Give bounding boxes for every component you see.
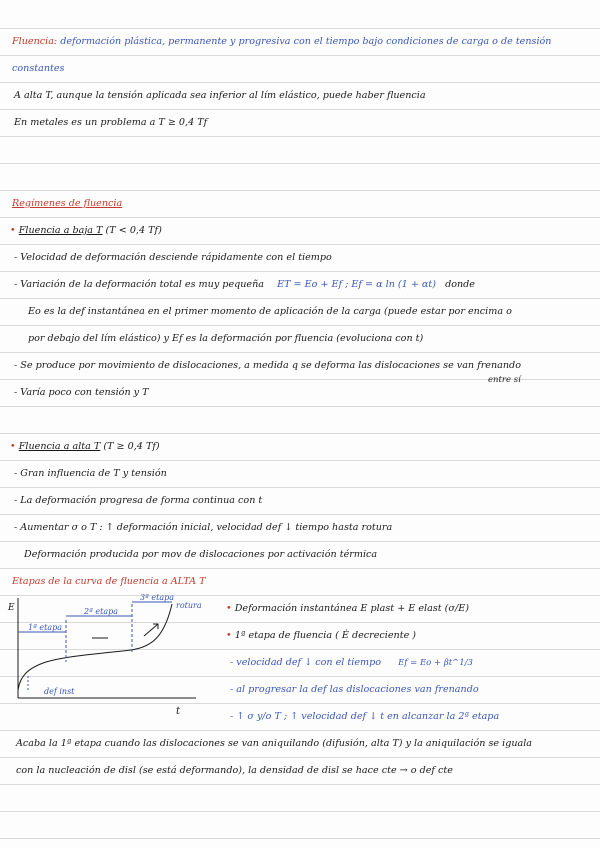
- low-temp-explanation-cont: por debajo del lím elástico) y Ef es la deformación por fluencia (evoluciona con t): [28, 333, 424, 344]
- fluencia-definition-cont: constantes: [12, 63, 65, 74]
- creep-curve: [18, 604, 172, 690]
- regimes-title: Regímenes de fluencia: [12, 198, 123, 209]
- low-temp-item: - Variación de la deformación total es muy pequeña: [14, 279, 265, 290]
- high-temp-item: - Gran influencia de T y tensión: [14, 468, 167, 479]
- stage1-label: 1ª etapa: [28, 623, 63, 632]
- low-temp-explanation: Eo es la def instantánea en el primer momento de aplicación de la carga (puede estar por encima o: [28, 306, 512, 317]
- low-temp-heading: Fluencia a baja T: [18, 225, 103, 236]
- formula-tail: donde: [445, 279, 475, 290]
- high-temp-heading-line: [10, 441, 160, 452]
- low-temp-item: - Se produce por movimiento de dislocaciones, a medida q se deforma las dislocaciones se van frenando: [14, 360, 521, 371]
- intro-line-high-temp: A alta T, aunque la tensión aplicada sea inferior al lím elástico, puede haber fluencia: [14, 90, 426, 101]
- rotura-label: rotura: [176, 601, 202, 610]
- fluencia-definition: deformación plástica, permanente y progresiva con el tiempo bajo condiciones de carga o de tensión: [60, 36, 552, 47]
- stage-note-line: [226, 630, 416, 641]
- creep-log-formula: ET = Eo + Ef ; Ef = α ln (1 + αt): [277, 279, 436, 290]
- stage3-label: 3ª etapa: [140, 593, 175, 602]
- low-temp-heading-line: [10, 225, 162, 236]
- blue-note: - al progresar la def las dislocaciones van frenando: [230, 684, 479, 695]
- stage1-note: 1ª etapa de fluencia ( Ė decreciente ): [234, 630, 417, 641]
- x-axis-label: t: [176, 706, 181, 717]
- low-temp-item: - Velocidad de deformación desciende rápidamente con el tiempo: [14, 252, 332, 263]
- high-temp-mechanism: Deformación producida por mov de dislocaciones por activación térmica: [24, 549, 378, 560]
- conclusion-line: con la nucleación de disl (se está deformando), la densidad de disl se hace cte → o def cte: [16, 765, 453, 776]
- blue-note: - velocidad def ↓ con el tiempo: [230, 657, 382, 668]
- high-temp-item: - Aumentar σ o T : ↑ deformación inicial, velocidad def ↓ tiempo hasta rotura: [14, 522, 393, 533]
- high-temp-heading: Fluencia a alta T: [18, 441, 101, 452]
- stage3-arrow: [144, 624, 158, 636]
- aside-note: entre sí: [488, 375, 521, 385]
- bullet: •: [226, 630, 232, 641]
- stages-title: Etapas de la curva de fluencia a ALTA T: [12, 576, 206, 587]
- low-temp-item: - Varía poco con tensión y T: [14, 387, 149, 398]
- intro-definition-line: [12, 36, 551, 47]
- intro-line-metals: En metales es un problema a T ≥ 0,4 Tf: [14, 117, 208, 128]
- blue-note-line: [230, 657, 473, 668]
- elastic-ratio: (σ/E): [444, 603, 469, 614]
- high-temp-item: - La deformación progresa de forma continua con t: [14, 495, 263, 506]
- instant-deformation-note: Deformación instantánea E plast + E elast: [234, 603, 442, 614]
- bullet: •: [10, 441, 16, 452]
- creep-curve-diagram: [6, 590, 218, 720]
- blue-note: - ↑ σ y/o T ; ↑ velocidad def ↓ t en alcanzar la 2ª etapa: [230, 711, 500, 722]
- def-inst-label: def inst: [44, 687, 75, 696]
- high-temp-condition: (T ≥ 0,4 Tf): [103, 441, 160, 452]
- bullet: •: [226, 603, 232, 614]
- stage2-label: 2ª etapa: [84, 607, 119, 616]
- power-law-formula: Ef = Eo + βt^1/3: [398, 658, 473, 668]
- y-axis-label: E: [8, 603, 15, 613]
- low-temp-condition: (T < 0,4 Tf): [105, 225, 162, 236]
- bullet: •: [10, 225, 16, 236]
- fluencia-label: Fluencia:: [12, 36, 58, 47]
- conclusion-line: Acaba la 1ª etapa cuando las dislocaciones se van aniquilando (difusión, alta T) y la aniquilación se iguala: [16, 738, 533, 749]
- low-temp-item-with-formula: [14, 279, 475, 290]
- stage-note-line: [226, 603, 469, 614]
